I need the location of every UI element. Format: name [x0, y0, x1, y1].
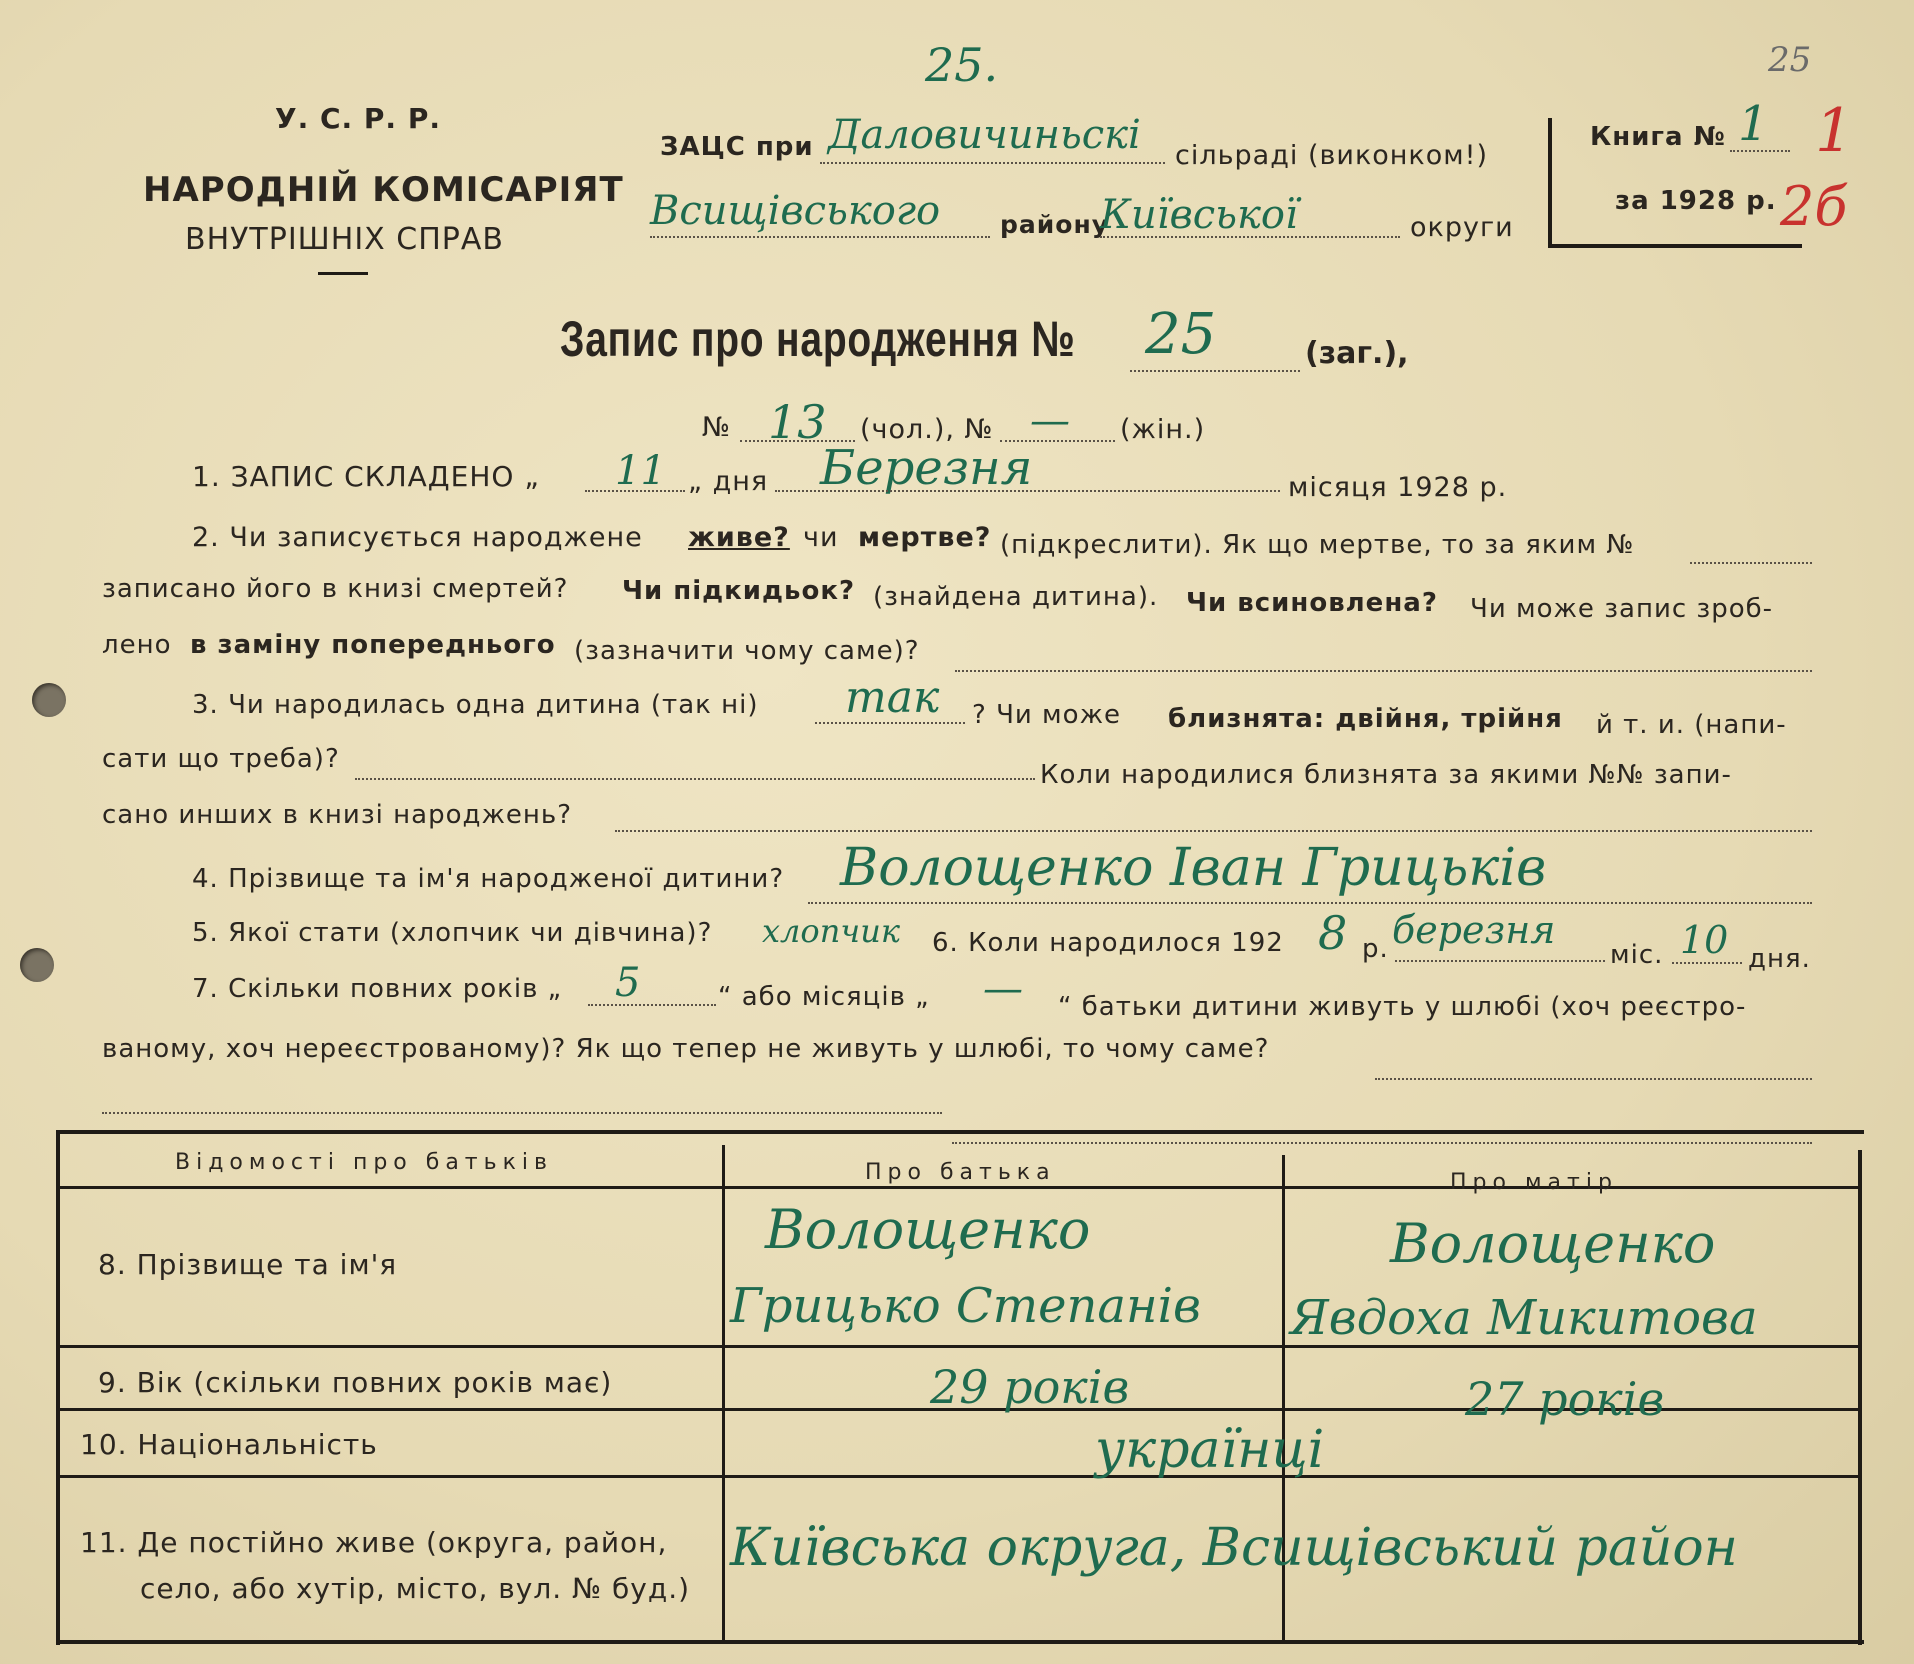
zags-label: ЗАЦС при: [660, 132, 814, 162]
q3-line1-d: й т. и. (напи-: [1596, 710, 1787, 740]
q2-line3-c: (зазначити чому саме)?: [574, 636, 920, 666]
title-number: 25: [1145, 302, 1217, 367]
table-right-border: [1858, 1150, 1862, 1645]
mother-name: Явдоха Микитова: [1290, 1290, 1758, 1346]
q6-mis: міс.: [1610, 940, 1664, 970]
q2-line2-c: (знайдена дитина).: [873, 582, 1159, 612]
book-number: 1: [1738, 96, 1769, 152]
ussr-heading: У. С. Р. Р.: [275, 102, 441, 135]
q2-line1-c: (підкреслити). Як що мертве, то за яким №: [1000, 530, 1635, 560]
father-name: Грицько Степанів: [730, 1278, 1201, 1334]
residence-value: Київська округа, Всищівський район: [730, 1518, 1738, 1578]
row-age-label: 9. Вік (скільки повних років має): [98, 1366, 613, 1399]
q2-foundling: Чи підкидьок?: [622, 576, 856, 606]
commissariat-heading: НАРОДНІЙ КОМІСАРІЯТ: [143, 170, 624, 210]
q3-line1-a: 3. Чи народилась одна дитина (так ні): [192, 690, 759, 720]
q3-line2-a: сати що треба)?: [102, 744, 340, 774]
table-left-border: [56, 1130, 60, 1645]
male-label: (чол.), №: [860, 414, 994, 445]
female-number: —: [1030, 398, 1070, 444]
top-record-number: 25.: [925, 38, 999, 92]
punch-hole: [20, 948, 54, 982]
q2-line2-e: Чи може запис зроб-: [1470, 594, 1774, 624]
q1-label: 1. ЗАПИС СКЛАДЕНО „: [192, 460, 540, 493]
q7-months: —: [983, 966, 1023, 1012]
department-heading: ВНУТРІШНІХ СПРАВ: [185, 222, 504, 257]
row-residence-label-2: село, або хутір, місто, вул. № буд.): [140, 1572, 691, 1605]
q2-dead: мертве?: [858, 522, 992, 553]
row-nationality-label: 10. Національність: [80, 1428, 378, 1461]
row-name-label: 8. Прізвище та ім'я: [98, 1248, 398, 1281]
title-suffix: (заг.),: [1305, 336, 1409, 371]
q6-label: 6. Коли народилося 192: [932, 928, 1284, 958]
book-red-code: 2б: [1780, 175, 1848, 238]
q1-day: 11: [615, 448, 666, 494]
table-header-father: Про батька: [865, 1160, 1056, 1185]
zags-okrug: Київської: [1100, 192, 1298, 238]
q2-line1-a: 2. Чи записується народжене: [192, 522, 643, 553]
q4-answer: Волощенко Іван Грицьків: [840, 838, 1547, 898]
nationality-value: українці: [1095, 1420, 1325, 1480]
subnum-prefix: №: [702, 412, 732, 443]
q7-label-b: “ або місяців „: [718, 982, 930, 1012]
punch-hole: [32, 683, 66, 717]
book-box-left: [1548, 118, 1552, 248]
q2-line3-a: лено: [102, 630, 172, 660]
q2-line2-a: записано його в книзі смертей?: [102, 574, 569, 604]
father-age: 29 років: [930, 1360, 1130, 1414]
q6-day: 10: [1680, 918, 1729, 962]
q3-line1-b: ? Чи може: [972, 700, 1121, 730]
zags-okrug-label: округи: [1410, 212, 1514, 243]
book-label: Книга №: [1590, 122, 1726, 152]
zags-village: Даловичиньскі: [828, 112, 1141, 158]
zags-district-label: району: [1000, 210, 1110, 239]
q3-line3-a: сано инших в книзі народжень?: [102, 800, 572, 830]
table-row-divider: [60, 1475, 1860, 1478]
mother-surname: Волощенко: [1390, 1212, 1716, 1275]
page-title: Запис про народження №: [560, 311, 1076, 367]
zags-council-label: сільраді (виконком!): [1175, 140, 1488, 171]
q6-dnya: дня.: [1748, 944, 1811, 974]
q4-label: 4. Прізвище та ім'я народженої дитини?: [192, 864, 785, 894]
header-divider: [318, 272, 368, 275]
q7-label-a: 7. Скільки повних років „: [192, 974, 563, 1004]
q7-line2: ваному, хоч нереєстрованому)? Як що тепер не живуть у шлюбі, то чому саме?: [102, 1034, 1270, 1064]
table-bottom-border: [56, 1640, 1864, 1644]
zags-district: Всищівського: [650, 188, 941, 234]
table-top-border: [56, 1130, 1864, 1134]
q7-years: 5: [615, 960, 641, 1006]
table-header-mother: Про матір: [1450, 1170, 1618, 1195]
mother-age: 27 років: [1465, 1372, 1665, 1426]
q3-line2-b: Коли народилися близнята за якими №№ запи-: [1040, 760, 1732, 790]
book-red-mark: 1: [1815, 96, 1854, 166]
q6-month: березня: [1392, 908, 1556, 952]
q5-label: 5. Якої стати (хлопчик чи дівчина)?: [192, 918, 713, 948]
q3-twins: близнята: двійня, трійня: [1168, 704, 1563, 734]
q5-answer: хлопчик: [762, 912, 900, 950]
q1-month: Березня: [820, 440, 1033, 496]
q6-r: р.: [1362, 934, 1389, 964]
male-number: 13: [768, 395, 827, 449]
q1-tail: місяця 1928 р.: [1288, 472, 1508, 503]
top-right-number: 25: [1768, 40, 1812, 80]
q2-line1-b: чи: [803, 522, 839, 553]
q6-year: 8: [1318, 906, 1348, 960]
q7-label-c: “ батьки дитини живуть у шлюбі (хоч реєстро-: [1058, 992, 1747, 1022]
q2-replacement: в заміну попереднього: [190, 630, 556, 660]
female-label: (жін.): [1120, 414, 1206, 445]
q3-answer: так: [845, 672, 940, 723]
q2-adopted: Чи всиновлена?: [1186, 588, 1438, 618]
q1-day-label: „ дня: [688, 466, 769, 497]
table-col-divider-1: [722, 1145, 725, 1640]
father-surname: Волощенко: [765, 1198, 1091, 1261]
row-residence-label-1: 11. Де постійно живе (округа, район,: [80, 1526, 668, 1559]
q2-alive: живе?: [688, 522, 790, 553]
table-header-parents: Відомості про батьків: [175, 1150, 553, 1175]
book-box-bottom: [1548, 244, 1802, 248]
book-year: за 1928 р.: [1615, 186, 1777, 216]
